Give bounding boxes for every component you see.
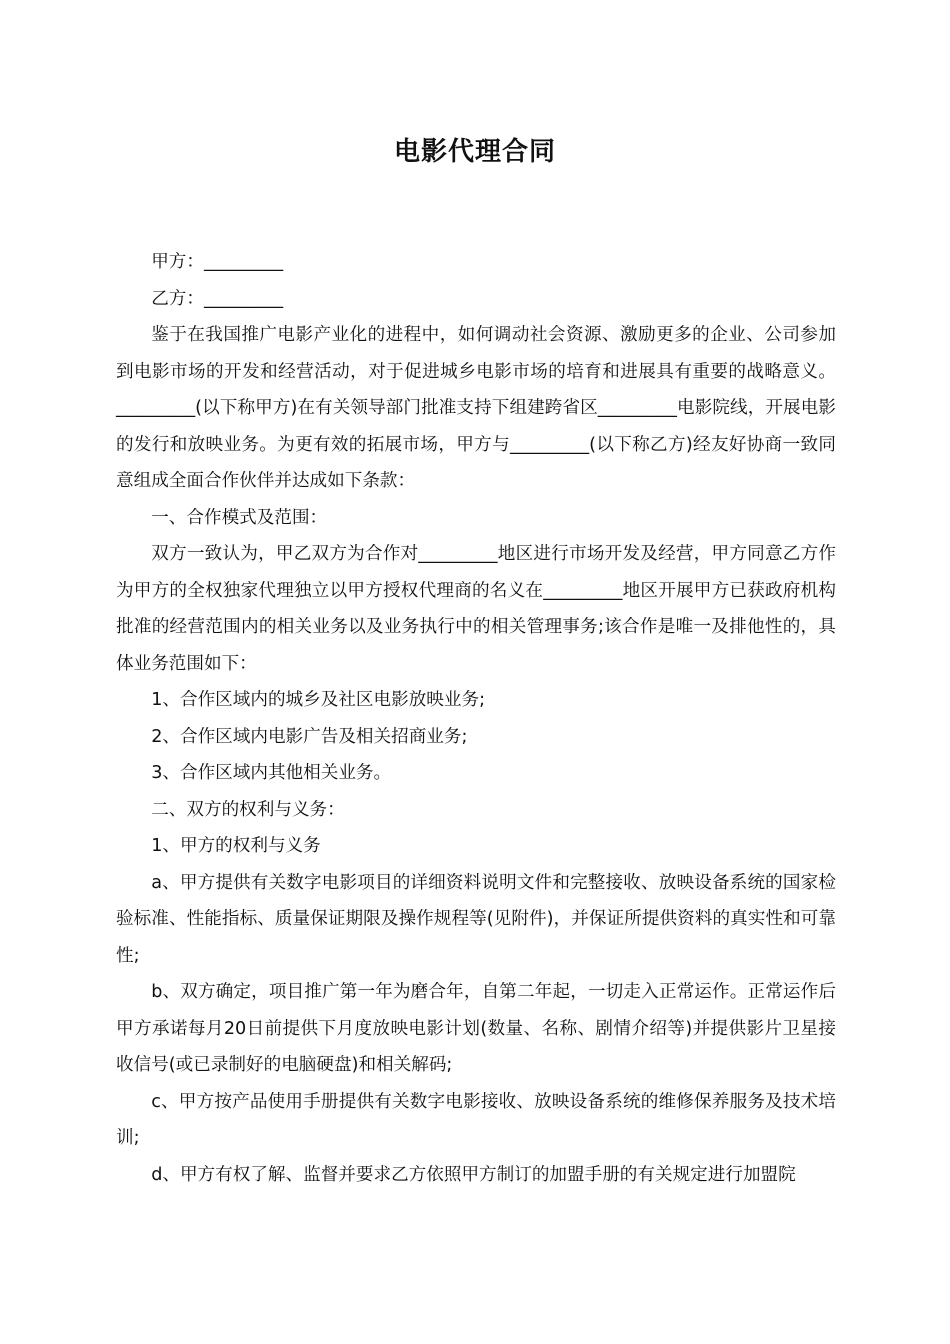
party-b-line: 乙方：_________ (151, 288, 284, 309)
list-item: 2、合作区域内电影广告及相关招商业务; (151, 726, 468, 747)
document-title: 电影代理合同 (393, 137, 556, 167)
clause-paragraph: b、双方确定，项目推广第一年为磨合年，自第二年起，一切走入正常运作。正常运作后甲方承诺每月20日前提供下月度放映电影计划(数量、名称、剧情介绍等)并提供影片卫星接收信号(或已录制好的电脑硬盘)和相关解码; (116, 982, 836, 1075)
party-a-line: 甲方：_________ (151, 252, 284, 272)
document-body (116, 244, 836, 1193)
clause-paragraph: d、甲方有权了解、监督并要求乙方依照甲方制订的加盟手册的有关规定进行加盟院 (151, 1164, 796, 1185)
body-paragraph: 双方一致认为，甲乙双方为合作对_________地区进行市场开发及经营，甲方同意乙方作为甲方的全权独家代理独立以甲方授权代理商的名义在_________地区开展甲方已获政府机构批准的经营范围内的相关业务以及业务执行中的相关管理事务;该合作是唯一及排他性的，具体业务范围如下： (116, 544, 836, 674)
list-item: 3、合作区域内其他相关业务。 (151, 763, 392, 783)
section-heading: 一、合作模式及范围： (151, 507, 328, 528)
clause-paragraph: a、甲方提供有关数字电影项目的详细资料说明文件和完整接收、放映设备系统的国家检验标准、性能指标、质量保证期限及操作规程等(见附件)，并保证所提供资料的真实性和可靠性; (116, 872, 836, 966)
clause-paragraph: c、甲方按产品使用手册提供有关数字电影接收、放映设备系统的维修保养服务及技术培训; (116, 1091, 836, 1148)
preamble-paragraph: 鉴于在我国推广电影产业化的进程中，如何调动社会资源、激励更多的企业、公司参加到电影市场的开发和经营活动，对于促进城乡电影市场的培育和进展具有重要的战略意义。_________(以下称甲方)在有关领导部门批准支持下组建跨省区_________电影院线，开展电影的发行和放映业务。为更有效的拓展市场，甲方与_________(以下称乙方)经友好协商一致同意组成全面合作伙伴并达成如下条款： (116, 325, 836, 491)
subsection-heading: 1、甲方的权利与义务 (151, 836, 321, 856)
list-item: 1、合作区域内的城乡及社区电影放映业务; (151, 690, 485, 710)
section-heading: 二、双方的权利与义务： (151, 799, 345, 820)
